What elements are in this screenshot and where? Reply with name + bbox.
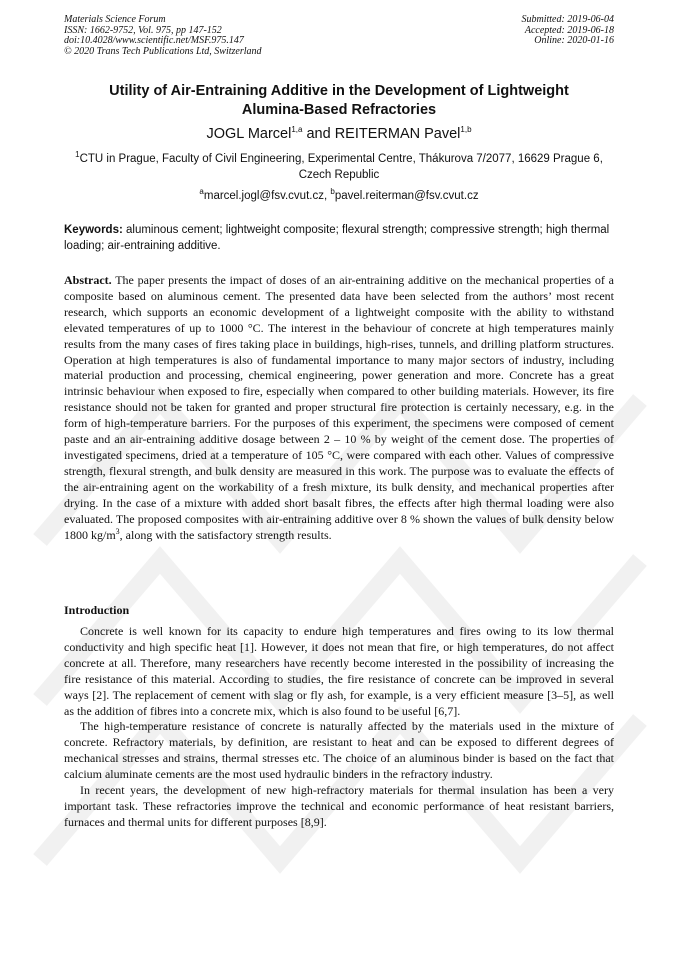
keywords [64, 223, 614, 254]
introduction-paragraph-3: In recent years, the development of new high-refractory materials for thermal insulation has been a very important task. These refractories improve the technical and economic performance of heat resistant barriers, furnaces and thermal units for different purposes [8,9]. [64, 783, 614, 829]
journal-header [64, 15, 262, 57]
email-a[interactable]: marcel.jogl@fsv.cvut.cz, [203, 190, 331, 202]
abstract-tail: , along with the satisfactory strength results. [119, 527, 332, 542]
title-line-1: Utility of Air-Entraining Additive in the Development of Lightweight [109, 83, 569, 99]
author-1-superscript: 1,a [291, 125, 303, 135]
introduction-heading: Introduction [64, 603, 130, 617]
email-b[interactable]: pavel.reiterman@fsv.cvut.cz [334, 190, 479, 202]
author-2: REITERMAN Pavel [334, 126, 461, 142]
abstract-superscript: 3 [115, 526, 120, 536]
author-list [64, 125, 614, 143]
journal-doi: doi:10.4028/www.scientific.net/MSF.975.147 [64, 35, 244, 46]
dates-header [522, 15, 615, 47]
introduction-paragraph-2: The high-temperature resistance of concrete is naturally affected by the materials used in the mixture of concrete. Refractory materials, by definition, are resistant to heat and can be exposed to different degrees of mechanical stresses and strains, thermal stresses etc. The choice of an aluminous binder is based on the fact that calcium aluminate cements are the most used hydraulic binders in the refractory industry. [64, 719, 614, 782]
author-1: JOGL Marcel [206, 126, 292, 142]
introduction-paragraph-1: Concrete is well known for its capacity to endure high temperatures and fires owing to its low thermal conductivity and high specific heat [1]. However, it does not mean that fire, or high temperatures, do not affect concrete at all. Therefore, many researchers have recently become interested in the possibility of increasing the fire resistance of this material. According to studies, the fire resistance of concrete can be improved in several ways [2]. The replacement of cement with slag or fly ash, for example, is a very efficient measure [3–5], as well as the addition of fibres into a concrete mix, which is also found to be useful [6,7]. [64, 624, 614, 718]
abstract [64, 273, 614, 543]
keywords-text: aluminous cement; lightweight composite; flexural strength; compressive strength; high thermal loading; air-entraining additive. [64, 224, 610, 252]
accepted-date: Accepted: 2019-06-18 [524, 24, 614, 36]
affiliation [74, 152, 604, 183]
author-conjunction: and [302, 126, 335, 142]
journal-name: Materials Science Forum [64, 14, 166, 25]
introduction-body [64, 624, 614, 831]
title-line-2: Alumina-Based Refractories [241, 102, 437, 118]
journal-issn: ISSN: 1662-9752, Vol. 975, pp 147-152 [64, 24, 222, 36]
email-b-superscript: b [330, 187, 335, 197]
journal-copyright: © 2020 Trans Tech Publications Ltd, Switzerland [64, 45, 262, 57]
online-date: Online: 2020-01-16 [534, 35, 614, 46]
paper-title [64, 82, 614, 120]
abstract-text: The paper presents the impact of doses of an air-entraining additive on the mechanical properties of a composite based on aluminous cement. The presented data have been selected from the authors’ most recent research, which supports an economic development of a lightweight composite with the ability to withstand elevated temperatures of up to 1000 °C. The interest in the behaviour of concrete at high temperatures mainly results from the many cases of fires taking place in buildings, high-rises, tunnels, and drilling platform structures. Operation at high temperatures is also of fundamental importance to many major sectors of industry, including material production and processing, chemical engineering, power generation and more. Concrete has a great intrinsic behaviour when exposed to fire, especially when compared to other building materials. However, its fire resistance should not be taken for granted and proper structural fire protection is certainly necessary, e.g. in the form of high-temperature barriers. For the purposes of this experiment, the specimens were composed of cement paste and an air-entraining additive dosage between 2 – 10 % by weight of the cement dose. The properties of investigated specimens, dried at a temperature of 105 °C, were compared with each other. Values of compressive strength, flexural strength, and bulk density are measured in this work. The purpose was to evaluate the effects of the air-entraining agent on the workability of a fresh mixture, its bulk density, and mechanical properties after drying. In the case of a mixture with added short basalt fibres, the effects after high thermal loading were also evaluated. The proposed composites with air-entraining additive over 8 % shown the values of bulk density below 1800 kg/m [64, 273, 614, 542]
email-a-superscript: a [199, 187, 204, 197]
abstract-label: Abstract. [64, 273, 112, 287]
affiliation-superscript: 1 [75, 150, 80, 160]
submitted-date: Submitted: 2019-06-04 [521, 14, 614, 25]
author-2-superscript: 1,b [460, 125, 472, 135]
keywords-label: Keywords: [64, 224, 123, 236]
author-emails [64, 189, 614, 204]
affiliation-text: CTU in Prague, Faculty of Civil Engineering, Experimental Centre, Thákurova 7/2077, 16629 Prague 6, Czech Republic [79, 153, 603, 181]
